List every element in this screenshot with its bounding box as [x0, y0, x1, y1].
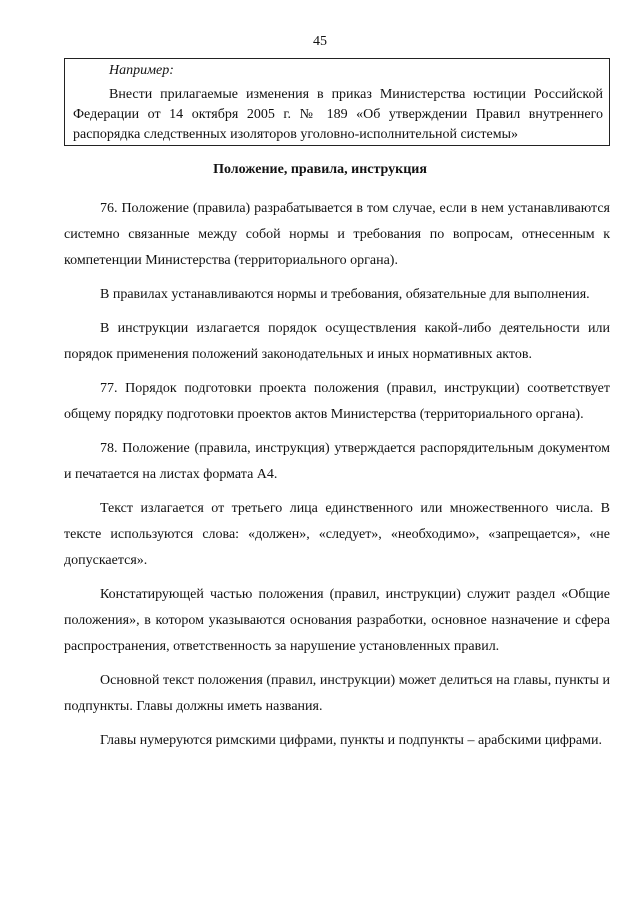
example-box [64, 58, 610, 146]
paragraph-76: 76. Положение (правила) разрабатывается в том случае, если в нем устанавливаются системно связанные между собой нормы и требования по вопросам, отнесенным к компетенции Министерства (территориального органа). [64, 201, 610, 268]
example-title: Например: [109, 63, 174, 78]
paragraph-rules: В правилах устанавливаются нормы и требования, обязательные для выполнения. [100, 287, 590, 302]
paragraph-numbering: Главы нумеруются римскими цифрами, пункты и подпункты – арабскими цифрами. [100, 733, 602, 748]
paragraph-main-text: Основной текст положения (правил, инструкции) может делиться на главы, пункты и подпункты. Главы должны иметь названия. [64, 673, 610, 714]
page-number: 45 [313, 34, 327, 49]
paragraph-general-provisions: Констатирующей частью положения (правил, инструкции) служит раздел «Общие положения», в котором указываются основания разработки, основное назначение и сфера распространения, ответственность за нарушение установленных правил. [64, 587, 610, 654]
section-content [64, 196, 610, 762]
example-text: Внести прилагаемые изменения в приказ Министерства юстиции Российской Федерации от 14 октября 2005 г. № 189 «Об утверждении Правил внутреннего распорядка следственных изоляторов уголовно-исполнительной системы» [73, 87, 603, 142]
section-heading: Положение, правила, инструкция [213, 162, 427, 177]
paragraph-text-style: Текст излагается от третьего лица единственного или множественного числа. В тексте используются слова: «должен», «следует», «необходимо», «запрещается», «не допускается». [64, 501, 610, 568]
paragraph-77: 77. Порядок подготовки проекта положения (правил, инструкции) соответствует общему порядку подготовки проектов актов Министерства (территориального органа). [64, 381, 610, 422]
paragraph-instructions: В инструкции излагается порядок осуществления какой-либо деятельности или порядок применения положений законодательных и иных нормативных актов. [64, 321, 610, 362]
paragraph-78: 78. Положение (правила, инструкция) утверждается распорядительным документом и печатается на листах формата А4. [64, 441, 610, 482]
